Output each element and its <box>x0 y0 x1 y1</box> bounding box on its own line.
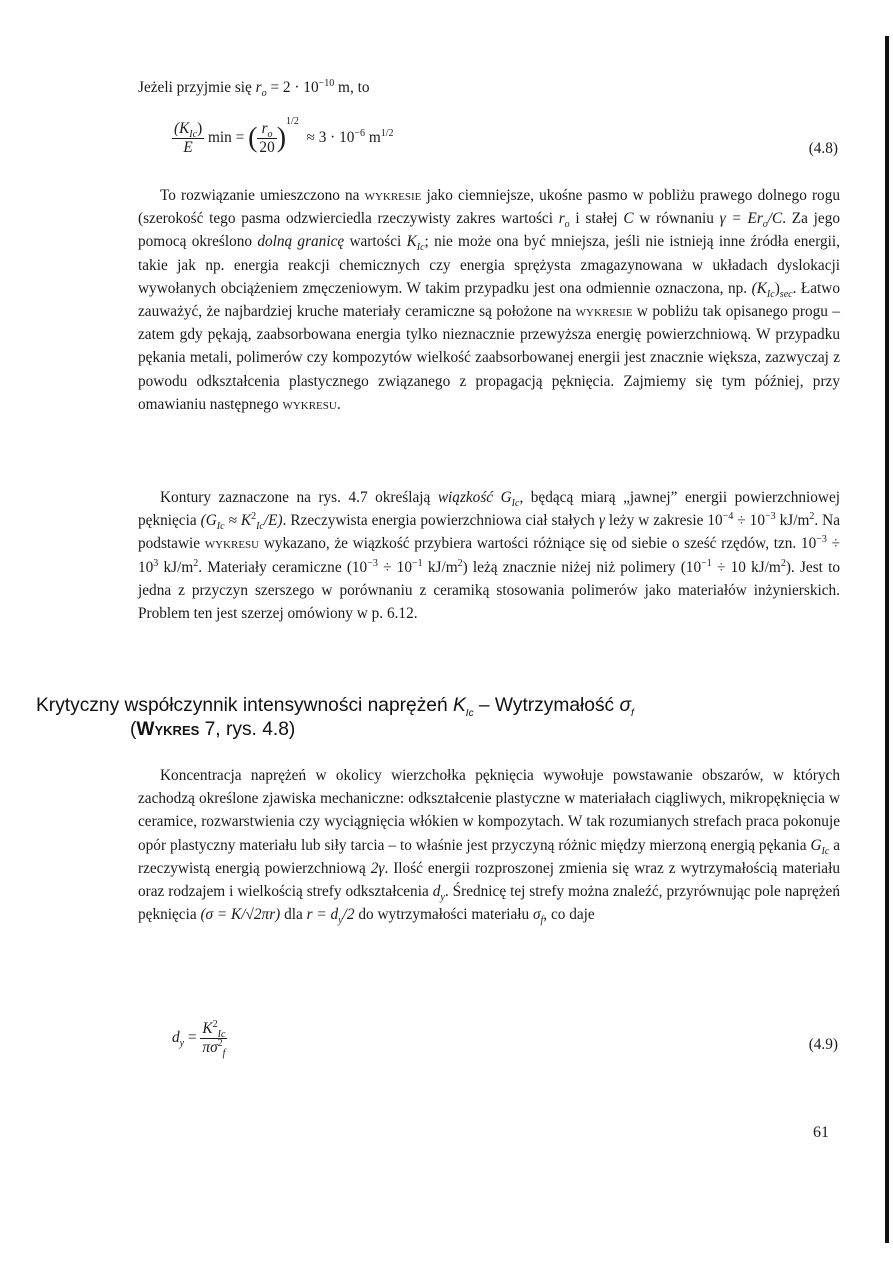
intro-line: Jeżeli przyjmie się $r_o = 2 \cdot 10^{-10}$ m, to <box>138 77 370 100</box>
page-edge-line <box>885 36 889 1243</box>
paragraph-1: To rozwiązanie umieszczono na wykresie jako ciemniejsze, ukośne pasmo w pobliżu prawego dolnego rogu (szerokość tego pasma odzwierciedla rzeczywisty zakres wartości $r_o$ i stałej C w równaniu $\gamma = Er_o/C$. Za jego pomocą określono dolną granicę wartości $K_{Ic}$; nie może ona być mniejsza, jeśli nie istnieją inne źródła energii, takie jak np. energia reakcji chemicznych czy energia sprężysta zmagazynowana w układach dyslokacji wywołanych obciążeniem zmęczeniowym. W takim przypadku jest ona odmiennie oznaczona, np. $(K_{Ic})_{sec}$. Łatwo zauważyć, że najbardziej kruche materiały ceramiczne są położone na wykresie w pobliżu tak opisanego progu – zatem gdy pękają, zaabsorbowana energia tylko nieznacznie przewyższa energię powierzchniową. W przypadku pękania metali, polimerów czy kompozytów wielkość zaabsorbowanej energii jest znacznie większa, zazwyczaj z powodu odkształcenia plastycznego związanego z propagacją pęknięcia. Zajmiemy się tym później, przy omawianiu następnego wykresu. <box>138 187 841 413</box>
paragraph-3: Koncentracja naprężeń w okolicy wierzchołka pęknięcia wywołuje powstawanie obszarów, w których zachodzą określone zjawiska mechaniczne: odkształcenie plastyczne w materiałach ciągliwych, mikropęknięcia w ceramice, rozwarstwienia czy wyciągnięcia włókien w kompozytach. W tak rozumianych strefach praca pokonuje opór plastyczny materiału lub siły tarcia – to właśnie jest przyczyną różnic między mierzoną energią pękania $G_{Ic}$ a rzeczywistą energią powierzchniową 2γ. Ilość energii rozproszonej zmienia się wraz z wytrzymałością materiału oraz rodzajem i wielkością strefy odkształcenia $d_y$. Średnicę tej strefy można znaleźć, przyrównując pole naprężeń pęknięcia (σ = K/√2πr) dla $r = d_y/2$ do wytrzymałości materiału $\sigma_f$, co daje <box>138 767 840 927</box>
equation-number-4-9: (4.9) <box>808 1036 838 1053</box>
section-heading: Krytyczny współczynnik intensywności naprężeń $K_{Ic}$ – Wytrzymałość $\sigma_f$ (Wykres 7, rys. 4.8) <box>36 695 634 740</box>
paragraph-2: Kontury zaznaczone na rys. 4.7 określają wiązkość $G_{Ic}$, będącą miarą „jawnej” energii powierzchniowej pęknięcia $(G_{Ic} \approx K^2_{Ic}/E)$. Rzeczywista energia powierzchniowa ciał stałych γ leży w zakresie $10^{-4} \div 10^{-3}$ $kJ/m^2$. Na podstawie wykresu wykazano, że wiązkość przybiera wartości różniące się od siebie o sześć rzędów, tzn. $10^{-3} \div 10^3$ $kJ/m^2$. Materiały ceramiczne ($10^{-3} \div 10^{-1}$ $kJ/m^2$) leżą znacznie niżej niż polimery ($10^{-1} \div 10$ $kJ/m^2$). Jest to jedna z przyczyn szerszego w porównaniu z ceramiką stosowania polimerów jako materiałów inżynierskich. Problem ten jest szerzej omówiony w p. 6.12. <box>138 489 841 623</box>
page-number: 61 <box>813 1124 829 1141</box>
equation-number-4-8: (4.8) <box>808 140 838 157</box>
equation-4-9: $d_y$ = $\frac{K^2_{Ic}}{\pi\sigma^2_f}$ <box>172 1018 226 1060</box>
equation-4-8: $\frac{(K_{Ic})}{E}$ min = ( $\frac{r_o}{20}$ )$^{1/2} \approx 3 \cdot 10^{-6}$ $m^{1/2}$ <box>174 116 394 156</box>
